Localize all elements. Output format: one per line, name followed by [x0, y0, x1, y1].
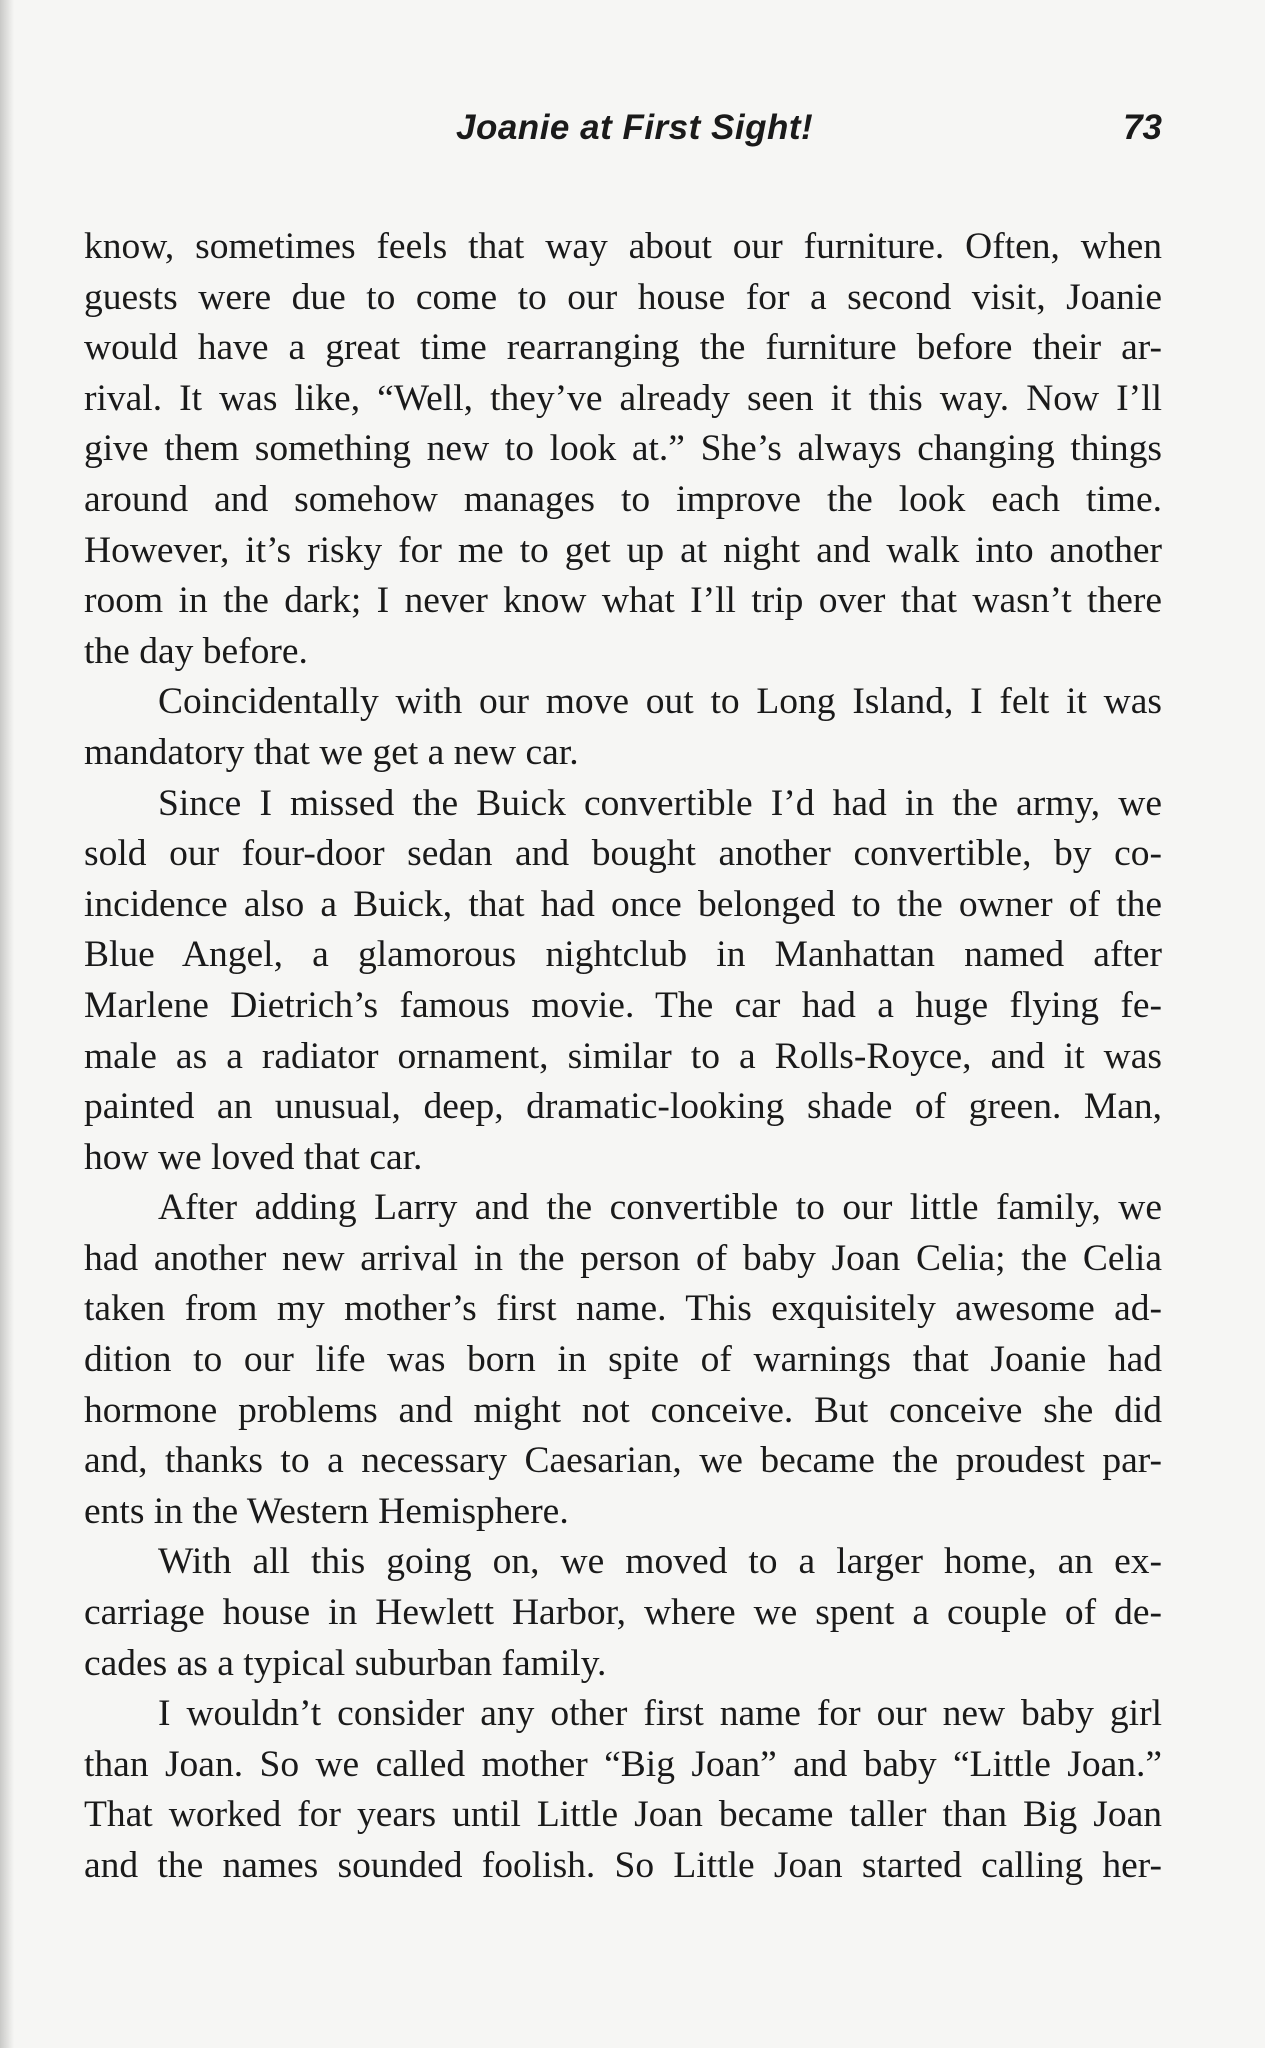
text-line: male as a radiator ornament, similar to a Rolls-Royce, and it was	[84, 1035, 1162, 1077]
text-line: around and somehow manages to improve the look each time.	[84, 478, 1162, 520]
text-line: Marlene Dietrich’s famous movie. The car had a huge flying fe-	[84, 984, 1162, 1026]
text-line: how we loved that car.	[84, 1136, 423, 1178]
text-line: However, it’s risky for me to get up at night and walk into another	[84, 529, 1162, 571]
body-text	[84, 222, 1162, 1892]
text-line: ents in the Western Hemisphere.	[84, 1490, 569, 1532]
text-line: taken from my mother’s first name. This exquisitely awesome ad-	[84, 1288, 1162, 1330]
page-number: 73	[1123, 108, 1162, 147]
text-line: rival. It was like, “Well, they’ve already seen it this way. Now I’ll	[84, 377, 1162, 419]
text-line: After adding Larry and the convertible to our little family, we	[158, 1187, 1162, 1229]
text-line: incidence also a Buick, that had once belonged to the owner of the	[84, 883, 1162, 925]
text-line: sold our four-door sedan and bought another convertible, by co-	[84, 833, 1162, 875]
text-line: had another new arrival in the person of baby Joan Celia; the Celia	[84, 1237, 1162, 1279]
text-line: the day before.	[84, 630, 308, 672]
page-header	[84, 108, 1162, 158]
text-line: would have a great time rearranging the furniture before their ar-	[84, 327, 1162, 369]
text-line: know, sometimes feels that way about our furniture. Often, when	[84, 226, 1162, 267]
text-line: give them something new to look at.” She’s always changing things	[84, 428, 1162, 470]
text-line: Coincidentally with our move out to Long Island, I felt it was	[158, 681, 1162, 723]
running-head: Joanie at First Sight!	[456, 108, 814, 147]
text-line: and the names sounded foolish. So Little Joan started calling her-	[84, 1845, 1162, 1886]
text-line: carriage house in Hewlett Harbor, where we spent a couple of de-	[84, 1592, 1162, 1634]
text-line: painted an unusual, deep, dramatic-looking shade of green. Man,	[84, 1086, 1162, 1128]
text-line: guests were due to come to our house for a second visit, Joanie	[84, 276, 1162, 318]
text-line: Blue Angel, a glamorous nightclub in Manhattan named after	[84, 934, 1162, 976]
text-line: I wouldn’t consider any other first name for our new baby girl	[158, 1693, 1162, 1735]
text-line: and, thanks to a necessary Caesarian, we became the proudest par-	[84, 1440, 1162, 1482]
text-line: With all this going on, we moved to a larger home, an ex-	[158, 1541, 1162, 1583]
text-line: than Joan. So we called mother “Big Joan” and baby “Little Joan.”	[84, 1743, 1162, 1785]
text-line: hormone problems and might not conceive. But conceive she did	[84, 1389, 1162, 1431]
text-line: cades as a typical suburban family.	[84, 1642, 607, 1684]
page-gutter-shadow	[0, 0, 14, 2048]
text-line: mandatory that we get a new car.	[84, 731, 579, 773]
text-line: Since I missed the Buick convertible I’d had in the army, we	[158, 782, 1162, 824]
text-line: dition to our life was born in spite of warnings that Joanie had	[84, 1339, 1162, 1381]
text-line: room in the dark; I never know what I’ll trip over that wasn’t there	[84, 580, 1162, 622]
text-line: That worked for years until Little Joan became taller than Big Joan	[84, 1794, 1162, 1836]
